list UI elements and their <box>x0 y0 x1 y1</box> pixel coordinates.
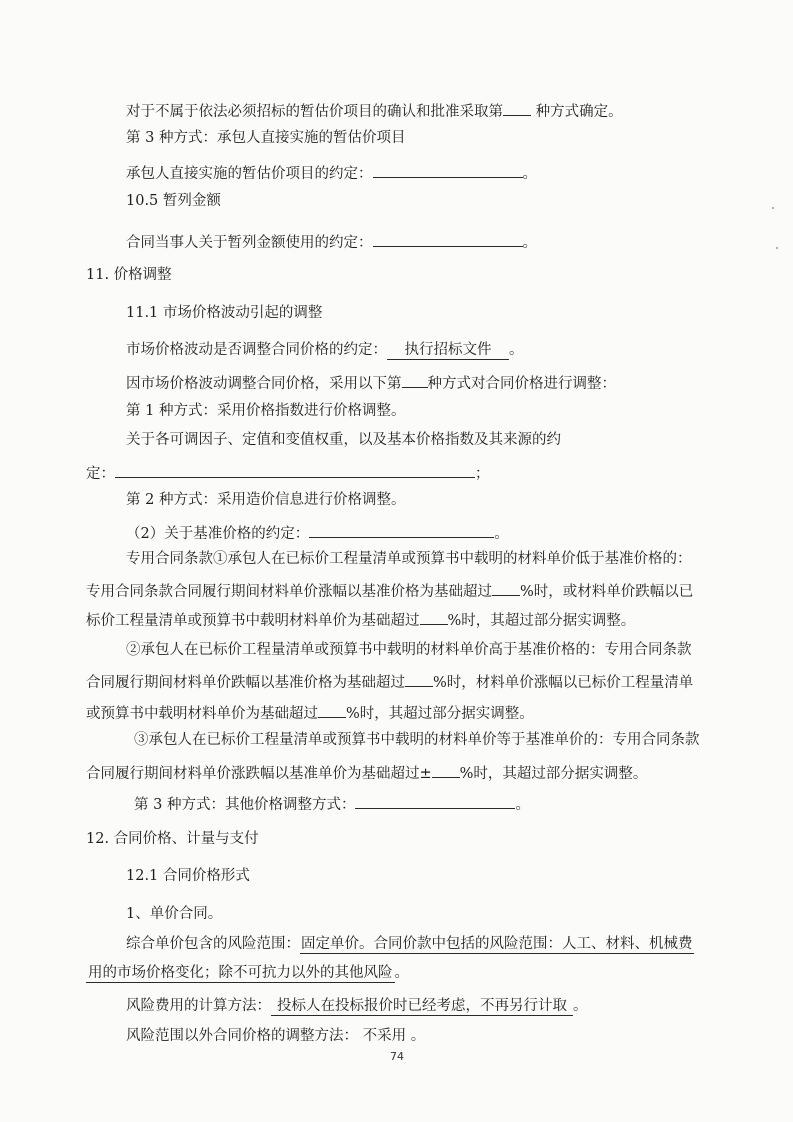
blank-field <box>420 607 448 625</box>
text: 第 3 种方式：其他价格调整方式： <box>134 797 356 813</box>
blank-field <box>432 760 460 778</box>
line-method-1: 第 1 种方式：采用价格指数进行价格调整。 <box>126 403 406 419</box>
line-method-3-heading: 第 3 种方式：承包人直接实施的暂估价项目 <box>126 130 406 146</box>
scan-speck <box>776 247 778 249</box>
blank-field <box>503 98 531 116</box>
line-method-3-other <box>134 791 530 811</box>
line-method-2: 第 2 种方式：采用造价信息进行价格调整。 <box>126 492 406 508</box>
filled-field: 固定单价。合同价款中包括的风险范围：人工、材料、机械费 <box>301 936 693 952</box>
line-clause-1-cont-a <box>86 578 693 598</box>
section-11-1-heading: 11.1 市场价格波动引起的调整 <box>126 305 323 321</box>
text: 因市场价格波动调整合同价格，采用以下第 <box>126 376 402 392</box>
line-clause-2-cont-a <box>86 669 693 689</box>
blank-field <box>318 700 346 718</box>
line-base-price-agreement <box>126 520 509 540</box>
text: 。 <box>522 166 537 182</box>
text: 合同履行期间材料单价跌幅以基准价格为基础超过 <box>86 675 405 691</box>
text: 合同当事人关于暂列金额使用的约定： <box>126 235 373 251</box>
text: （2）关于基准价格的约定： <box>126 526 310 542</box>
line-clause-1: 专用合同条款①承包人在已标价工程量清单或预算书中载明的材料单价低于基准价格的： <box>126 551 692 567</box>
blank-field <box>405 669 433 687</box>
line-clause-3: ③承包人在已标价工程量清单或预算书中载明的材料单价等于基准单价的：专用合同条款 <box>134 732 700 748</box>
scan-speck <box>772 207 774 209</box>
section-12-heading: 12. 合同价格、计量与支付 <box>86 831 259 847</box>
text: 种方式对合同价格进行调整： <box>427 376 616 392</box>
blank-field <box>492 578 520 596</box>
text: 定： <box>86 466 115 482</box>
line-adjustable-factors: 关于各可调因子、定值和变值权重，以及基本价格指数及其来源的约 <box>126 432 561 448</box>
filled-field: 用的市场价格变化；除不可抗力以外的其他风险 <box>88 965 393 981</box>
section-12-1-heading: 12.1 合同价格形式 <box>126 868 250 884</box>
section-10-5-heading: 10.5 暂列金额 <box>126 193 221 209</box>
line-direct-implementation-agreement <box>126 160 537 180</box>
line-risk-scope <box>126 934 694 954</box>
line-clause-1-cont-b <box>86 607 635 627</box>
text: 种方式确定。 <box>535 104 623 120</box>
filled-field: 执行招标文件 <box>387 342 509 360</box>
line-clause-2-cont-b <box>86 700 534 720</box>
text: %时，其超过部分据实调整。 <box>346 706 534 722</box>
text: 或预算书中载明材料单价为基础超过 <box>86 706 318 722</box>
text: %时，或材料单价跌幅以已 <box>520 584 694 600</box>
blank-field <box>355 791 515 809</box>
blank-field <box>402 370 428 388</box>
line-price-fluctuation-agreement <box>126 340 524 360</box>
line-unit-price-contract: 1、单价合同。 <box>126 906 223 922</box>
line-agreement-blank <box>86 460 490 480</box>
line-provisional-approval <box>126 98 623 118</box>
text: 专用合同条款合同履行期间材料单价涨幅以基准价格为基础超过 <box>86 584 492 600</box>
page-number: 74 <box>390 1050 404 1063</box>
text: %时，材料单价涨幅以已标价工程量清单 <box>433 675 694 691</box>
section-11-heading: 11. 价格调整 <box>86 267 172 283</box>
text: %时，其超过部分据实调整。 <box>459 766 648 782</box>
text: 市场价格波动是否调整合同价格的约定： <box>126 342 387 358</box>
text: %时，其超过部分据实调整。 <box>447 613 636 629</box>
blank-field <box>373 229 523 247</box>
text: 。 <box>573 998 588 1014</box>
line-risk-fee-method <box>126 996 588 1016</box>
text: 。 <box>515 797 530 813</box>
blank-field <box>309 520 494 538</box>
text: 对于不属于依法必须招标的暂估价项目的确认和批准采取第 <box>126 104 503 120</box>
text: 。 <box>509 342 524 358</box>
line-out-of-scope-adjustment: 风险范围以外合同价格的调整方法： 不采用 。 <box>126 1028 426 1044</box>
text: ； <box>475 466 490 482</box>
text: 承包人直接实施的暂估价项目的约定： <box>126 166 373 182</box>
text: 标价工程量清单或预算书中载明材料单价为基础超过 <box>86 613 420 629</box>
line-risk-scope-cont <box>86 963 409 983</box>
line-provisional-sum-agreement <box>126 229 537 249</box>
text: 风险费用的计算方法： <box>126 998 271 1014</box>
filled-field: 投标人在投标报价时已经考虑，不再另行计取 <box>271 998 573 1016</box>
text: 综合单价包含的风险范围： <box>126 936 300 952</box>
text: 。 <box>522 235 537 251</box>
blank-field <box>115 460 475 478</box>
line-clause-2: ②承包人在已标价工程量清单或预算书中载明的材料单价高于基准价格的：专用合同条款 <box>126 642 692 658</box>
text: 。 <box>394 965 409 981</box>
text: 合同履行期间材料单价涨跌幅以基准单价为基础超过± <box>86 766 432 782</box>
blank-field <box>373 160 523 178</box>
line-clause-3-cont <box>86 760 647 780</box>
line-adjustment-method-choice <box>126 370 616 390</box>
text: 。 <box>494 526 509 542</box>
